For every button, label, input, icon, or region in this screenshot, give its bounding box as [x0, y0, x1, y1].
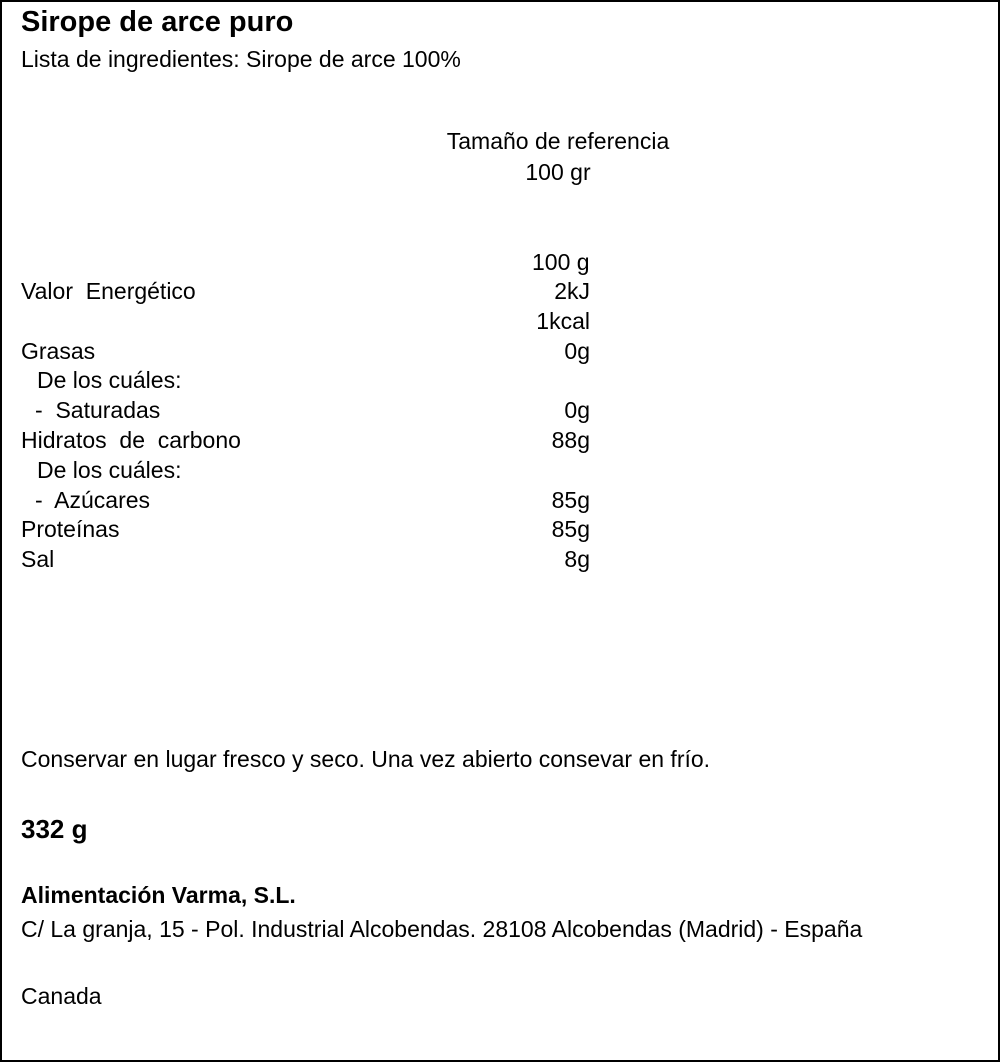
nutrition-row: [2, 399, 1000, 429]
nutrition-row: [2, 280, 1000, 310]
nutrient-value: 2kJ: [554, 278, 590, 304]
country-of-origin: Canada: [21, 983, 102, 1009]
company-address: C/ La granja, 15 - Pol. Industrial Alcobendas. 28108 Alcobendas (Madrid) - España: [21, 916, 863, 942]
nutrition-row: [2, 456, 1000, 489]
nutrient-label: Proteínas: [21, 516, 120, 543]
nutrient-label: Valor Energético: [21, 278, 196, 304]
nutrition-row: [2, 518, 1000, 548]
nutrient-value: 8g: [564, 546, 590, 573]
nutrient-value: 85g: [551, 516, 590, 543]
nutrient-value: 0g: [564, 337, 590, 364]
nutrient-label: - Azúcares: [35, 486, 151, 513]
product-title: Sirope de arce puro: [21, 6, 294, 38]
net-weight: 332 g: [21, 814, 88, 844]
nutrition-table: [2, 280, 1000, 578]
nutrient-label: Sal: [21, 546, 55, 573]
nutrition-row: [2, 426, 1000, 459]
storage-instructions: Conservar en lugar fresco y seco. Una vez abierto consevar en frío.: [21, 746, 711, 772]
nutrient-label: - Saturadas: [35, 397, 161, 424]
nutrition-row: [2, 548, 1000, 578]
nutrient-value: 88g: [551, 426, 590, 453]
nutrition-row: [2, 337, 1000, 370]
nutrient-value: 0g: [564, 397, 590, 424]
ingredients-list: Lista de ingredientes: Sirope de arce 100%: [21, 46, 461, 72]
nutrient-label: Grasas: [21, 337, 96, 364]
company-name: Alimentación Varma, S.L.: [21, 882, 296, 908]
nutrient-label: Hidratos de carbono: [21, 426, 241, 453]
reference-size-value: 100 gr: [525, 159, 591, 185]
nutrient-value: 85g: [551, 486, 590, 513]
nutrition-row: [2, 369, 1000, 399]
nutrition-row: [2, 307, 1000, 340]
nutrient-label: De los cuáles:: [37, 456, 182, 483]
nutrient-value: 1kcal: [536, 307, 590, 334]
nutrition-column-header: 100 g: [532, 249, 590, 275]
nutrient-label: De los cuáles:: [37, 367, 182, 394]
nutrition-row: [2, 486, 1000, 519]
reference-size-label: Tamaño de referencia: [446, 128, 670, 154]
